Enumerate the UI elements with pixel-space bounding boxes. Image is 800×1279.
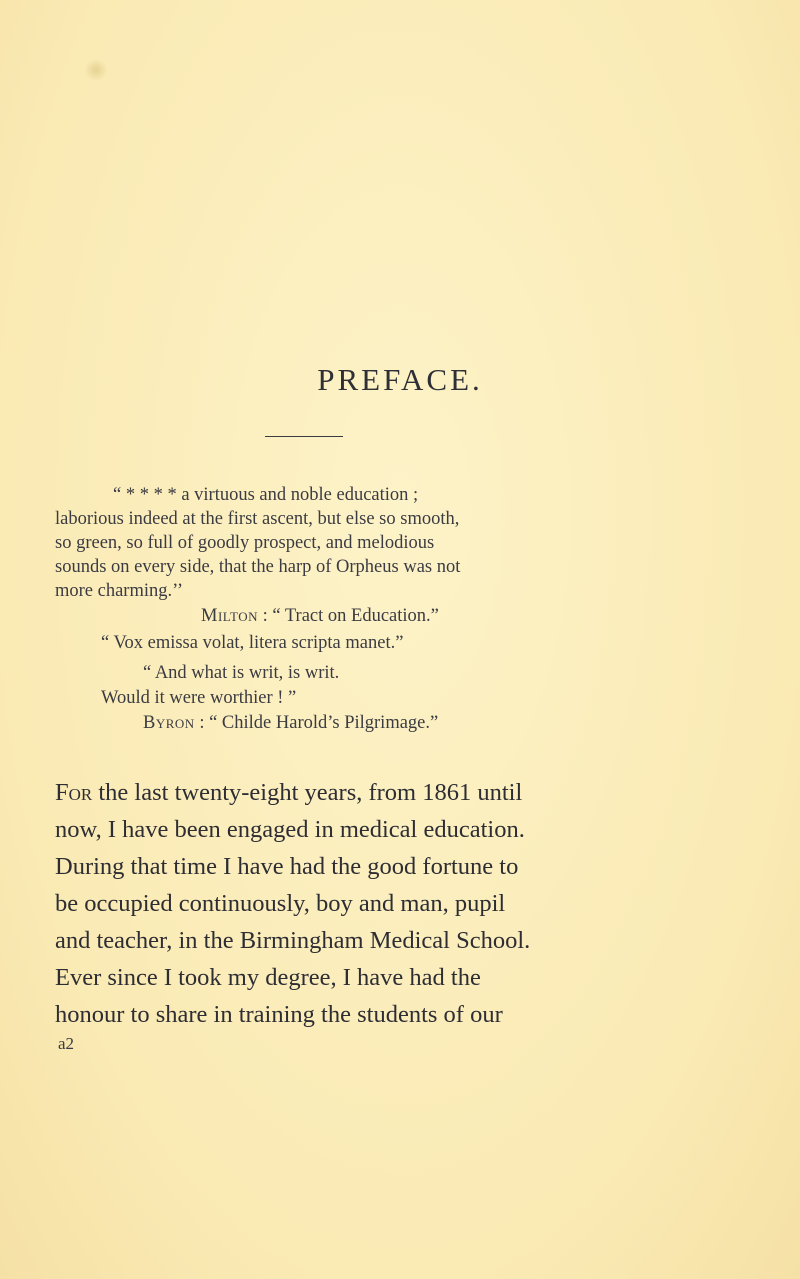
- epigraph-vox: “ Vox emissa volat, litera scripta manet.”: [101, 633, 404, 653]
- page-title: PREFACE.: [317, 362, 483, 397]
- epigraph-milton-line-2: laborious indeed at the first ascent, but else so smooth,: [55, 509, 460, 529]
- epigraph-milton-attribution: [201, 604, 439, 628]
- epigraph-byron-line-2: Would it were worthier ! ”: [101, 688, 297, 708]
- signature-mark: a2: [58, 1034, 75, 1053]
- body-line-1: [55, 778, 522, 807]
- epigraph-byron-attribution: [143, 711, 438, 735]
- epigraph-milton-line-1: “ * * * * a virtuous and noble education ;: [113, 485, 419, 505]
- attribution-work: : “ Tract on Education.”: [258, 606, 439, 626]
- paper-stain: [85, 58, 107, 82]
- attribution-author: Milton: [201, 606, 259, 626]
- epigraph-milton-line-5: more charming.’’: [55, 581, 184, 601]
- body-line-2: now, I have been engaged in medical education.: [55, 816, 525, 843]
- body-line-7: honour to share in training the students of our: [55, 1001, 503, 1028]
- epigraph-milton-line-3: so green, so full of goodly prospect, and melodious: [55, 533, 435, 553]
- attribution-work: : “ Childe Harold’s Pilgrimage.”: [194, 713, 439, 733]
- epigraph-byron-line-1: “ And what is writ, is writ.: [143, 663, 340, 683]
- body-line-5: and teacher, in the Birmingham Medical School.: [55, 927, 531, 954]
- body-line-4: be occupied continuously, boy and man, pupil: [55, 890, 506, 917]
- title-rule: [265, 436, 343, 437]
- body-line-3: During that time I have had the good fortune to: [55, 853, 519, 880]
- attribution-author: Byron: [143, 713, 195, 733]
- epigraph-milton-line-4: sounds on every side, that the harp of Orpheus was not: [55, 557, 461, 577]
- body-lead-word: For: [55, 779, 93, 806]
- body-line-text: the last twenty-eight years, from 1861 until: [92, 779, 523, 806]
- body-line-6: Ever since I took my degree, I have had the: [55, 964, 481, 991]
